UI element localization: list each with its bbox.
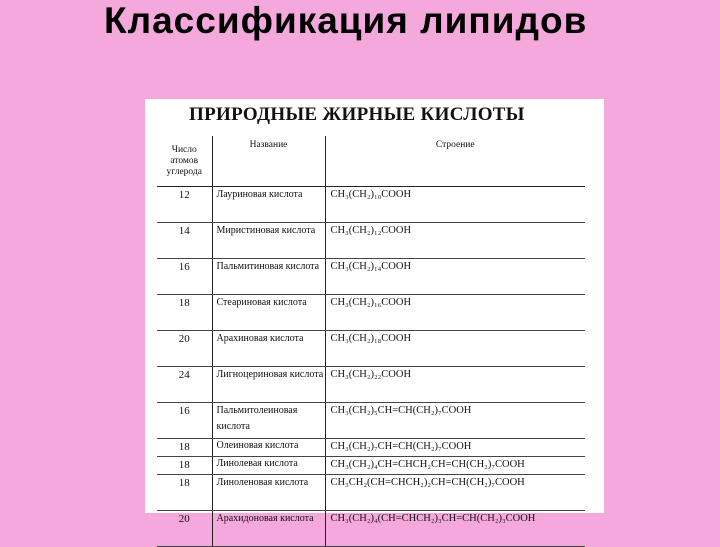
table-image-panel [145,99,604,525]
acid-name-cell: Линоленовая кислота [212,475,325,511]
carbon-count-cell: 18 [157,295,212,331]
carbon-count-cell: 20 [157,511,212,547]
structure-cell: CH₃(CH₂)₅CH=CH(CH₂)₇COOH [325,403,585,439]
structure-cell: CH₃(CH₂)₄CH=CHCH₂CH=CH(CH₂)₇COOH [325,457,585,475]
header-carbon-count: Число атомов углерода [157,136,212,187]
structure-cell: CH₃(CH₂)₂₂COOH [325,367,585,403]
structure-cell: CH₃(CH₂)₇CH=CH(CH₂)₇COOH [325,439,585,457]
table-row [157,223,585,259]
acid-name-cell: Олеиновая кислота [212,439,325,457]
acid-name-cell: Арахидоновая кислота [212,511,325,547]
carbon-count-cell: 16 [157,403,212,439]
carbon-count-cell: 16 [157,259,212,295]
carbon-count-cell: 24 [157,367,212,403]
table-row [157,331,585,367]
table-title: ПРИРОДНЫЕ ЖИРНЫЕ КИСЛОТЫ [189,104,525,125]
header-name: Название [212,136,325,187]
acid-name-cell: Стеариновая кислота [212,295,325,331]
acid-name-cell: Лауриновая кислота [212,187,325,223]
structure-cell: CH₃(CH₂)₄(CH=CHCH₂)₃CH=CH(CH₂)₃COOH [325,511,585,547]
structure-cell: CH₃(CH₂)₁₂COOH [325,223,585,259]
carbon-count-cell: 18 [157,439,212,457]
table-row [157,259,585,295]
structure-cell: CH₃CH₂(CH=CHCH₂)₂CH=CH(CH₂)₇COOH [325,475,585,511]
structure-cell: CH₃(CH₂)₁₆COOH [325,295,585,331]
carbon-count-cell: 18 [157,475,212,511]
carbon-count-cell: 20 [157,331,212,367]
acid-name-cell: Миристиновая кислота [212,223,325,259]
carbon-count-cell: 12 [157,187,212,223]
table-row [157,475,585,511]
table-row [157,295,585,331]
table-row [157,403,585,439]
acid-name-cell: Пальмитолеиновая кислота [212,403,325,439]
carbon-count-cell: 14 [157,223,212,259]
acid-name-cell: Лигноцериновая кислота [212,367,325,403]
table-row [157,439,585,457]
acid-name-cell: Линолевая кислота [212,457,325,475]
table-header-row [157,136,585,187]
structure-cell: CH₃(CH₂)₁₀COOH [325,187,585,223]
carbon-count-cell: 18 [157,457,212,475]
table-row [157,511,585,547]
table-row [157,367,585,403]
acid-name-cell: Пальмитиновая кислота [212,259,325,295]
header-structure: Строение [325,136,585,187]
table-row [157,187,585,223]
table-row [157,457,585,475]
acid-name-cell: Арахиновая кислота [212,331,325,367]
fatty-acids-table [157,136,585,547]
slide-title: Классификация липидов [104,0,588,41]
structure-cell: CH₃(CH₂)₁₈COOH [325,331,585,367]
structure-cell: CH₃(CH₂)₁₄COOH [325,259,585,295]
